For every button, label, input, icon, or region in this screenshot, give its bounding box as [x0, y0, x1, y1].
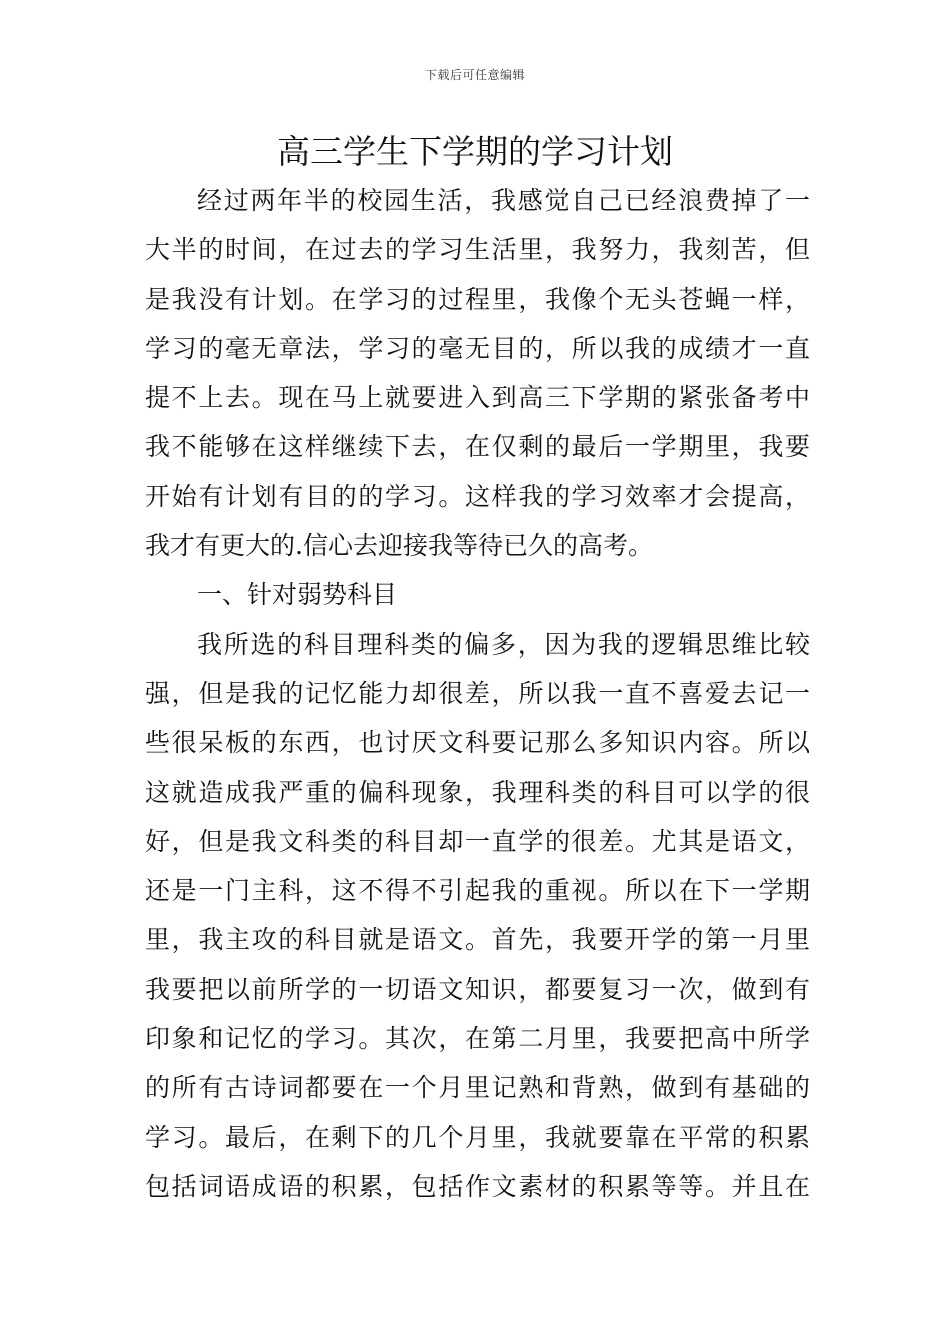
section-heading: 一、针对弱势科目 [197, 580, 398, 610]
text-line: 里，我主攻的科目就是语文。首先，我要开学的第一月里 [145, 925, 810, 955]
document-body [145, 176, 810, 1211]
header-note: 下载后可任意编辑 [424, 68, 525, 82]
text-line: 还是一门主科，这不得不引起我的重视。所以在下一学期 [145, 876, 810, 906]
text-line: 大半的时间，在过去的学习生活里，我努力，我刻苦，但 [145, 235, 810, 265]
text-line: 经过两年半的校园生活，我感觉自己已经浪费掉了一 [197, 186, 810, 215]
page-title: 高三学生下学期的学习计划 [277, 132, 673, 171]
text-line: 是我没有计划。在学习的过程里，我像个无头苍蝇一样， [145, 284, 810, 314]
text-line: 我不能够在这样继续下去，在仅剩的最后一学期里，我要 [145, 432, 810, 462]
text-line: 我要把以前所学的一切语文知识，都要复习一次，做到有 [145, 974, 810, 1004]
text-line: 学习。最后，在剩下的几个月里，我就要靠在平常的积累 [145, 1122, 810, 1152]
text-line: 强，但是我的记忆能力却很差，所以我一直不喜爱去记一 [145, 678, 810, 708]
text-line: 开始有计划有目的的学习。这样我的学习效率才会提高， [145, 481, 810, 511]
text-line: 这就造成我严重的偏科现象，我理科类的科目可以学的很 [145, 777, 810, 807]
text-line: 包括词语成语的积累，包括作文素材的积累等等。并且在 [145, 1171, 810, 1201]
text-line: 些很呆板的东西，也讨厌文科要记那么多知识内容。所以 [145, 728, 810, 758]
text-line: 印象和记忆的学习。其次，在第二月里，我要把高中所学 [145, 1024, 810, 1054]
text-line: 好，但是我文科类的科目却一直学的很差。尤其是语文， [145, 826, 810, 856]
text-line: 提不上去。现在马上就要进入到高三下学期的紧张备考中 [145, 383, 810, 413]
text-line: 学习的毫无章法，学习的毫无目的，所以我的成绩才一直 [145, 333, 810, 363]
text-line: 我所选的科目理科类的偏多，因为我的逻辑思维比较 [197, 629, 810, 659]
text-line: 我才有更大的.信心去迎接我等待已久的高考。 [145, 531, 653, 561]
text-line: 的所有古诗词都要在一个月里记熟和背熟，做到有基础的 [145, 1073, 810, 1103]
